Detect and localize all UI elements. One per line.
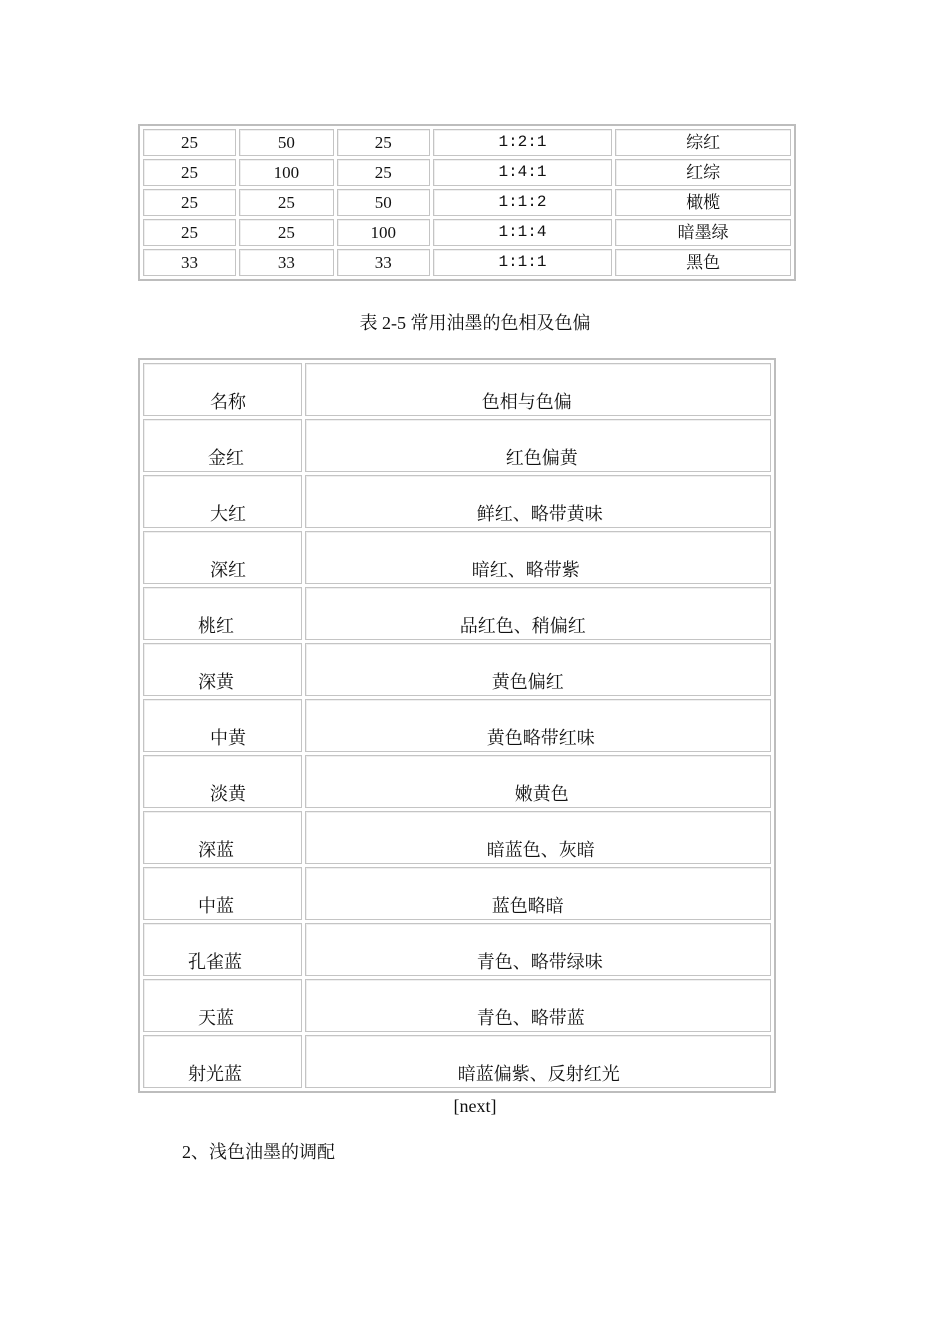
table-cell: 33 <box>143 249 236 276</box>
table-row <box>143 755 771 808</box>
ink-name-cell: 淡黄 <box>143 755 302 808</box>
table-cell: 25 <box>337 129 430 156</box>
ink-desc-cell: 黄色偏红 <box>305 643 771 696</box>
ink-name-cell: 深黄 <box>143 643 302 696</box>
table-row <box>143 979 771 1032</box>
table-cell: 33 <box>239 249 334 276</box>
color-result-cell: 黑色 <box>615 249 791 276</box>
table-cell: 25 <box>143 159 236 186</box>
color-result-cell: 综红 <box>615 129 791 156</box>
table-row <box>143 189 791 216</box>
ink-name-cell: 孔雀蓝 <box>143 923 302 976</box>
ratio-cell: 1:1:4 <box>433 219 613 246</box>
table-row <box>143 129 791 156</box>
ink-name-cell: 射光蓝 <box>143 1035 302 1088</box>
ink-desc-cell: 黄色略带红味 <box>305 699 771 752</box>
table-caption: 表 2-5 常用油墨的色相及色偏 <box>359 313 591 333</box>
ink-name-cell: 深红 <box>143 531 302 584</box>
ink-name-cell: 中蓝 <box>143 867 302 920</box>
table-cell: 100 <box>239 159 334 186</box>
ink-hue-table <box>138 358 776 1093</box>
ink-desc-cell: 鲜红、略带黄味 <box>305 475 771 528</box>
ink-name-cell: 中黄 <box>143 699 302 752</box>
table-row <box>143 811 771 864</box>
table-cell: 50 <box>337 189 430 216</box>
color-result-cell: 橄榄 <box>615 189 791 216</box>
table-cell: 25 <box>239 189 334 216</box>
table-row <box>143 699 771 752</box>
table-row <box>143 643 771 696</box>
ratio-cell: 1:4:1 <box>433 159 613 186</box>
table-cell: 50 <box>239 129 334 156</box>
section-heading: 2、浅色油墨的调配 <box>182 1142 335 1162</box>
table-row <box>143 219 791 246</box>
ratio-cell: 1:1:1 <box>433 249 613 276</box>
ratio-cell: 1:1:2 <box>433 189 613 216</box>
column-header-name: 名称 <box>143 363 302 416</box>
ink-name-cell: 大红 <box>143 475 302 528</box>
column-header-desc: 色相与色偏 <box>305 363 771 416</box>
ink-desc-cell: 暗蓝色、灰暗 <box>305 811 771 864</box>
ink-name-cell: 深蓝 <box>143 811 302 864</box>
color-result-cell: 红综 <box>615 159 791 186</box>
table-row <box>143 1035 771 1088</box>
table-cell: 25 <box>337 159 430 186</box>
color-result-cell: 暗墨绿 <box>615 219 791 246</box>
table-row <box>143 419 771 472</box>
table-row <box>143 159 791 186</box>
table-row <box>143 587 771 640</box>
table-cell: 100 <box>337 219 430 246</box>
ink-mixing-table <box>138 124 796 281</box>
ink-desc-cell: 蓝色略暗 <box>305 867 771 920</box>
table-row <box>143 923 771 976</box>
ink-name-cell: 桃红 <box>143 587 302 640</box>
ink-name-cell: 金红 <box>143 419 302 472</box>
ink-desc-cell: 品红色、稍偏红 <box>305 587 771 640</box>
next-link[interactable]: [next] <box>453 1096 497 1116</box>
ink-desc-cell: 暗红、略带紫 <box>305 531 771 584</box>
table-cell: 25 <box>239 219 334 246</box>
table-header-row <box>143 363 771 416</box>
table-row <box>143 867 771 920</box>
ink-desc-cell: 青色、略带蓝 <box>305 979 771 1032</box>
ratio-cell: 1:2:1 <box>433 129 613 156</box>
ink-desc-cell: 暗蓝偏紫、反射红光 <box>305 1035 771 1088</box>
ink-desc-cell: 红色偏黄 <box>305 419 771 472</box>
table-row <box>143 531 771 584</box>
table-cell: 25 <box>143 219 236 246</box>
table-cell: 33 <box>337 249 430 276</box>
ink-desc-cell: 嫩黄色 <box>305 755 771 808</box>
ink-name-cell: 天蓝 <box>143 979 302 1032</box>
table-cell: 25 <box>143 189 236 216</box>
table-row <box>143 475 771 528</box>
table-cell: 25 <box>143 129 236 156</box>
table-row <box>143 249 791 276</box>
ink-desc-cell: 青色、略带绿味 <box>305 923 771 976</box>
